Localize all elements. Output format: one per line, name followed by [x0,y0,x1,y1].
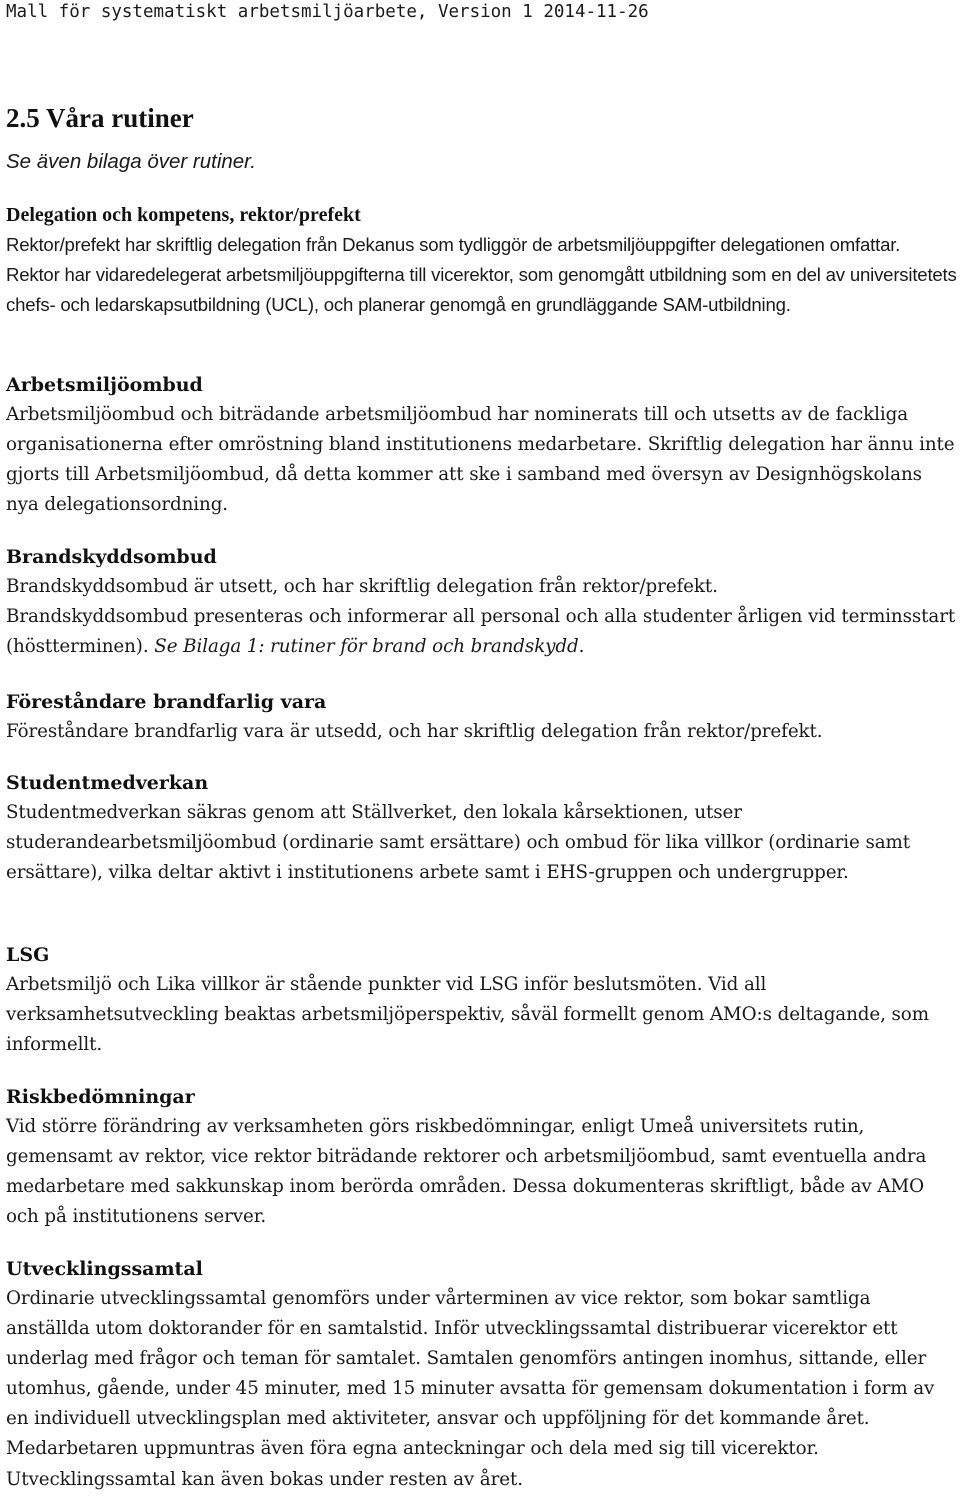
text-student: Studentmedverkan säkras genom att Ställverket, den lokala kårsektionen, utser studerandearbetsmiljöombud (ordinarie samt ersättare) och ombud för lika villkor (ordinarie samt ersättare), vilka deltar aktivt i institutionens arbete samt i EHS-gruppen och undergrupper. [6,802,911,884]
heading-delegation: Delegation och kompetens, rektor/prefekt [6,204,361,226]
heading-risk: Riskbedömningar [6,1086,195,1108]
text-risk: Vid större förändring av verksamheten görs riskbedömningar, enligt Umeå universitets rutin, gemensamt av rektor, vice rektor biträdande rektorer och arbetsmiljöombud, samt eventuella andra medarbetare med sakkunskap inom berörda områden. Dessa dokumenteras skriftligt, både av AMO och på institutionens server. [6,1116,927,1228]
text-delegation-a: Rektor/prefekt har skriftlig delegation från Dekanus som tydliggör de arbetsmiljöuppgifter delegationen omfattar. [6,234,901,255]
block-delegation [6,200,958,320]
block-forestandare [6,687,958,747]
text-utv: Ordinarie utvecklingssamtal genomförs under vårterminen av vice rektor, som bokar samtliga anställda utom doktorander för en samtalstid. Inför utvecklingssamtal distribuerar vicerektor ett underlag med frågor och teman för samtalet. Samtalen genomförs antingen inomhus, sittande, eller utomhus, gående, under 45 minuter, med 15 minuter avsatta för gemensam dokumentation i form av en individuell utvecklingsplan med aktiviteter, ansvar och uppföljning för det kommande året. Medarbetaren uppmuntras även föra egna anteckningar och dela med sig till vicerektor. Utvecklingssamtal kan även bokas under resten av året. [6,1288,935,1490]
text-delegation [6,230,958,320]
heading-utv: Utvecklingssamtal [6,1258,203,1280]
text-brand-italic: Se Bilaga 1: rutiner för brand och brandskydd. [154,636,585,658]
heading-student: Studentmedverkan [6,772,209,794]
text-brand-b: Brandskyddsombud presenteras och informerar all personal och alla studenter årligen vid terminsstart (höstterminen). [6,606,956,658]
heading-lsg: LSG [6,944,50,966]
block-risk [6,1082,958,1232]
block-lsg [6,940,958,1060]
page-header: Mall för systematiskt arbetsmiljöarbete, Version 1 2014-11-26 [6,2,649,22]
section-title: 2.5 Våra rutiner [6,103,194,133]
text-forestandare: Föreståndare brandfarlig vara är utsedd, och har skriftlig delegation från rektor/prefekt. [6,721,823,742]
heading-ombud: Arbetsmiljöombud [6,374,203,396]
text-ombud: Arbetsmiljöombud och biträdande arbetsmiljöombud har nominerats till och utsetts av de fackliga organisationerna efter omröstning bland institutionens medarbetare. Skriftlig delegation har ännu inte gjorts till Arbetsmiljöombud, då detta kommer att ske i samband med översyn av Designhögskolans nya delegationsordning. [6,404,955,516]
text-lsg: Arbetsmiljö och Lika villkor är stående punkter vid LSG inför beslutsmöten. Vid all verksamhetsutveckling beaktas arbetsmiljöperspektiv, såväl formellt genom AMO:s deltagande, som informellt. [6,974,929,1056]
heading-forestandare: Föreståndare brandfarlig vara [6,691,327,713]
section-subtitle: Se även bilaga över rutiner. [6,150,256,173]
block-student [6,768,958,888]
text-brand-a: Brandskyddsombud är utsett, och har skriftlig delegation från rektor/prefekt. [6,576,718,597]
block-utv [6,1254,958,1495]
text-brand [6,602,958,662]
block-brand [6,542,958,662]
block-ombud [6,370,958,520]
heading-brand: Brandskyddsombud [6,546,217,568]
text-delegation-b: Rektor har vidaredelegerat arbetsmiljöuppgifterna till vicerektor, som genomgått utbildning som en del av universitetets chefs- och ledarskapsutbildning (UCL), och planerar genomgå en grundläggande SAM-utbildning. [6,264,957,316]
